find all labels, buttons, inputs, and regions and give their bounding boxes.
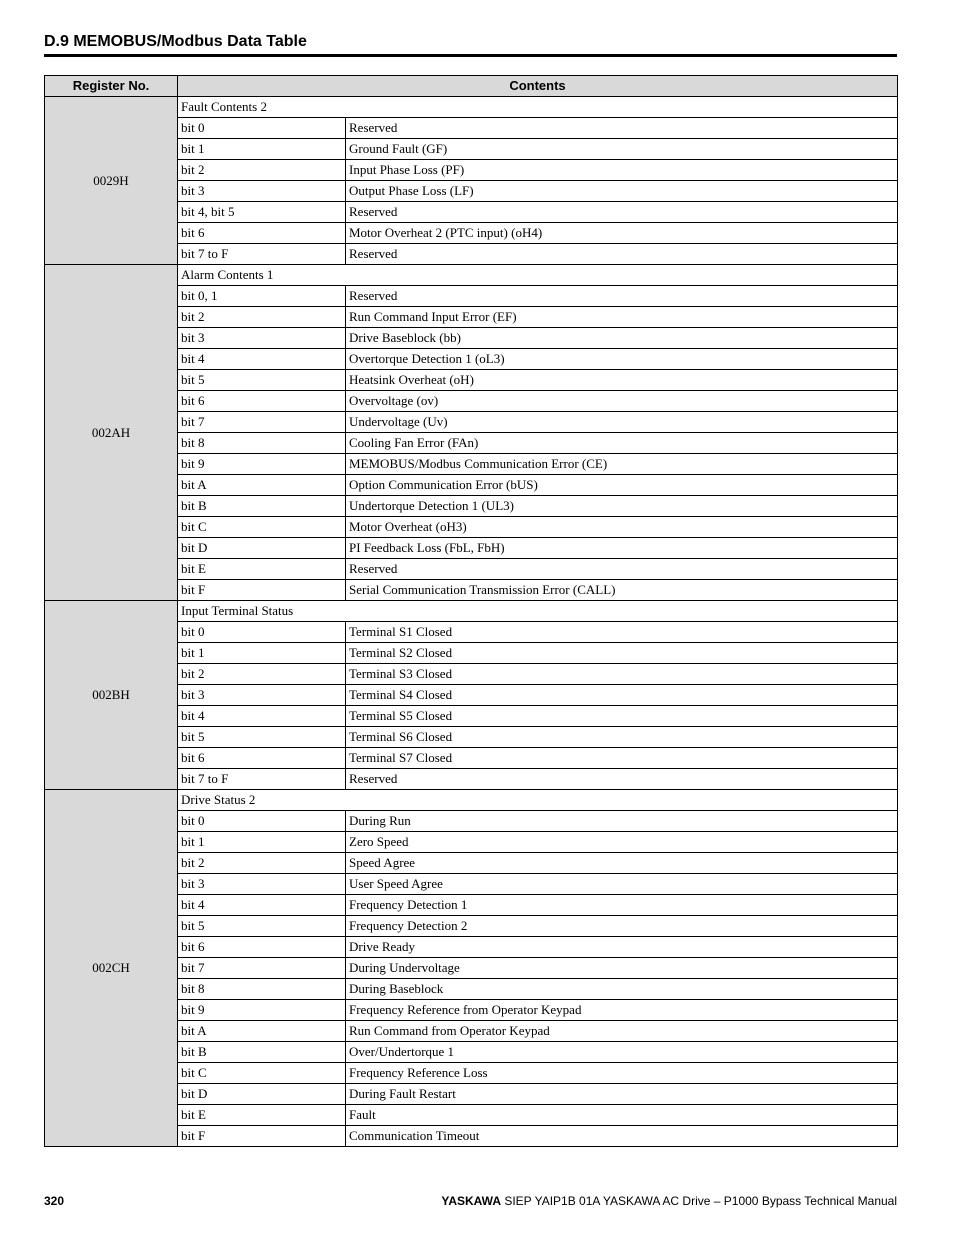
bit-label: bit 4 — [178, 895, 346, 916]
bit-label: bit 2 — [178, 307, 346, 328]
bit-description: Cooling Fan Error (FAn) — [346, 433, 898, 454]
bit-label: bit B — [178, 1042, 346, 1063]
bit-label: bit 0, 1 — [178, 286, 346, 307]
bit-description: Run Command Input Error (EF) — [346, 307, 898, 328]
table-header-row — [45, 76, 898, 97]
register-title-row — [45, 265, 898, 286]
bit-label: bit 4 — [178, 706, 346, 727]
bit-label: bit D — [178, 538, 346, 559]
bit-description: Heatsink Overheat (oH) — [346, 370, 898, 391]
register-title-row — [45, 790, 898, 811]
bit-description: Terminal S3 Closed — [346, 664, 898, 685]
bit-description: Frequency Reference from Operator Keypad — [346, 1000, 898, 1021]
bit-label: bit 6 — [178, 223, 346, 244]
bit-description: Undervoltage (Uv) — [346, 412, 898, 433]
bit-description: During Run — [346, 811, 898, 832]
bit-label: bit F — [178, 580, 346, 601]
bit-description: During Undervoltage — [346, 958, 898, 979]
bit-label: bit 8 — [178, 979, 346, 1000]
bit-description: Frequency Detection 2 — [346, 916, 898, 937]
title-rule — [44, 54, 897, 57]
bit-label: bit 7 to F — [178, 244, 346, 265]
bit-label: bit 5 — [178, 370, 346, 391]
bit-description: Reserved — [346, 286, 898, 307]
bit-description: Terminal S1 Closed — [346, 622, 898, 643]
bit-description: Fault — [346, 1105, 898, 1126]
bit-description: Motor Overheat (oH3) — [346, 517, 898, 538]
bit-description: Serial Communication Transmission Error (CALL) — [346, 580, 898, 601]
bit-description: Overvoltage (ov) — [346, 391, 898, 412]
register-number: 002BH — [45, 601, 178, 790]
bit-description: Terminal S5 Closed — [346, 706, 898, 727]
bit-label: bit 0 — [178, 622, 346, 643]
bit-description: MEMOBUS/Modbus Communication Error (CE) — [346, 454, 898, 475]
bit-description: Run Command from Operator Keypad — [346, 1021, 898, 1042]
section-title: D.9 MEMOBUS/Modbus Data Table — [44, 33, 307, 50]
bit-label: bit 0 — [178, 118, 346, 139]
bit-description: Reserved — [346, 244, 898, 265]
bit-label: bit D — [178, 1084, 346, 1105]
memobus-data-table — [44, 75, 898, 1147]
bit-label: bit 0 — [178, 811, 346, 832]
bit-label: bit 3 — [178, 328, 346, 349]
bit-description: Reserved — [346, 202, 898, 223]
bit-description: Communication Timeout — [346, 1126, 898, 1147]
bit-label: bit 7 to F — [178, 769, 346, 790]
footer-brand: YASKAWA — [441, 1194, 501, 1208]
bit-description: Undertorque Detection 1 (UL3) — [346, 496, 898, 517]
bit-label: bit B — [178, 496, 346, 517]
page-number: 320 — [44, 1194, 65, 1208]
bit-label: bit 5 — [178, 916, 346, 937]
bit-description: Terminal S4 Closed — [346, 685, 898, 706]
bit-description: Drive Ready — [346, 937, 898, 958]
bit-description: Terminal S6 Closed — [346, 727, 898, 748]
bit-label: bit 8 — [178, 433, 346, 454]
bit-label: bit 7 — [178, 958, 346, 979]
bit-description: Drive Baseblock (bb) — [346, 328, 898, 349]
bit-description: Reserved — [346, 118, 898, 139]
header-register-no: Register No. — [45, 76, 178, 97]
bit-label: bit 5 — [178, 727, 346, 748]
bit-label: bit 9 — [178, 1000, 346, 1021]
register-title-row — [45, 97, 898, 118]
register-number: 002CH — [45, 790, 178, 1147]
bit-description: During Baseblock — [346, 979, 898, 1000]
bit-label: bit 4, bit 5 — [178, 202, 346, 223]
bit-description: Ground Fault (GF) — [346, 139, 898, 160]
bit-description: PI Feedback Loss (FbL, FbH) — [346, 538, 898, 559]
bit-label: bit 6 — [178, 748, 346, 769]
bit-description: Frequency Reference Loss — [346, 1063, 898, 1084]
bit-label: bit C — [178, 517, 346, 538]
bit-description: Reserved — [346, 559, 898, 580]
bit-description: Overtorque Detection 1 (oL3) — [346, 349, 898, 370]
bit-label: bit 1 — [178, 832, 346, 853]
bit-description: Output Phase Loss (LF) — [346, 181, 898, 202]
bit-label: bit 6 — [178, 391, 346, 412]
bit-label: bit F — [178, 1126, 346, 1147]
bit-label: bit 6 — [178, 937, 346, 958]
bit-label: bit 4 — [178, 349, 346, 370]
register-title: Drive Status 2 — [178, 790, 898, 811]
bit-description: Motor Overheat 2 (PTC input) (oH4) — [346, 223, 898, 244]
bit-label: bit 9 — [178, 454, 346, 475]
bit-label: bit 2 — [178, 160, 346, 181]
bit-description: Terminal S7 Closed — [346, 748, 898, 769]
bit-label: bit 2 — [178, 664, 346, 685]
bit-label: bit A — [178, 475, 346, 496]
bit-label: bit C — [178, 1063, 346, 1084]
register-number: 002AH — [45, 265, 178, 601]
bit-label: bit 7 — [178, 412, 346, 433]
bit-label: bit 3 — [178, 874, 346, 895]
register-title: Input Terminal Status — [178, 601, 898, 622]
bit-description: Input Phase Loss (PF) — [346, 160, 898, 181]
bit-label: bit 3 — [178, 685, 346, 706]
bit-description: Speed Agree — [346, 853, 898, 874]
register-number: 0029H — [45, 97, 178, 265]
bit-description: During Fault Restart — [346, 1084, 898, 1105]
footer-doc-info — [441, 1194, 897, 1208]
bit-description: Terminal S2 Closed — [346, 643, 898, 664]
bit-description: Over/Undertorque 1 — [346, 1042, 898, 1063]
bit-label: bit 1 — [178, 139, 346, 160]
bit-label: bit 3 — [178, 181, 346, 202]
bit-description: Zero Speed — [346, 832, 898, 853]
bit-label: bit E — [178, 1105, 346, 1126]
header-contents: Contents — [178, 76, 898, 97]
register-title: Fault Contents 2 — [178, 97, 898, 118]
register-title: Alarm Contents 1 — [178, 265, 898, 286]
bit-label: bit A — [178, 1021, 346, 1042]
table-body — [45, 97, 898, 1147]
bit-description: Frequency Detection 1 — [346, 895, 898, 916]
bit-description: User Speed Agree — [346, 874, 898, 895]
bit-label: bit E — [178, 559, 346, 580]
bit-description: Option Communication Error (bUS) — [346, 475, 898, 496]
bit-label: bit 1 — [178, 643, 346, 664]
bit-description: Reserved — [346, 769, 898, 790]
bit-label: bit 2 — [178, 853, 346, 874]
register-title-row — [45, 601, 898, 622]
footer-doc-text: SIEP YAIP1B 01A YASKAWA AC Drive – P1000 Bypass Technical Manual — [501, 1194, 897, 1208]
